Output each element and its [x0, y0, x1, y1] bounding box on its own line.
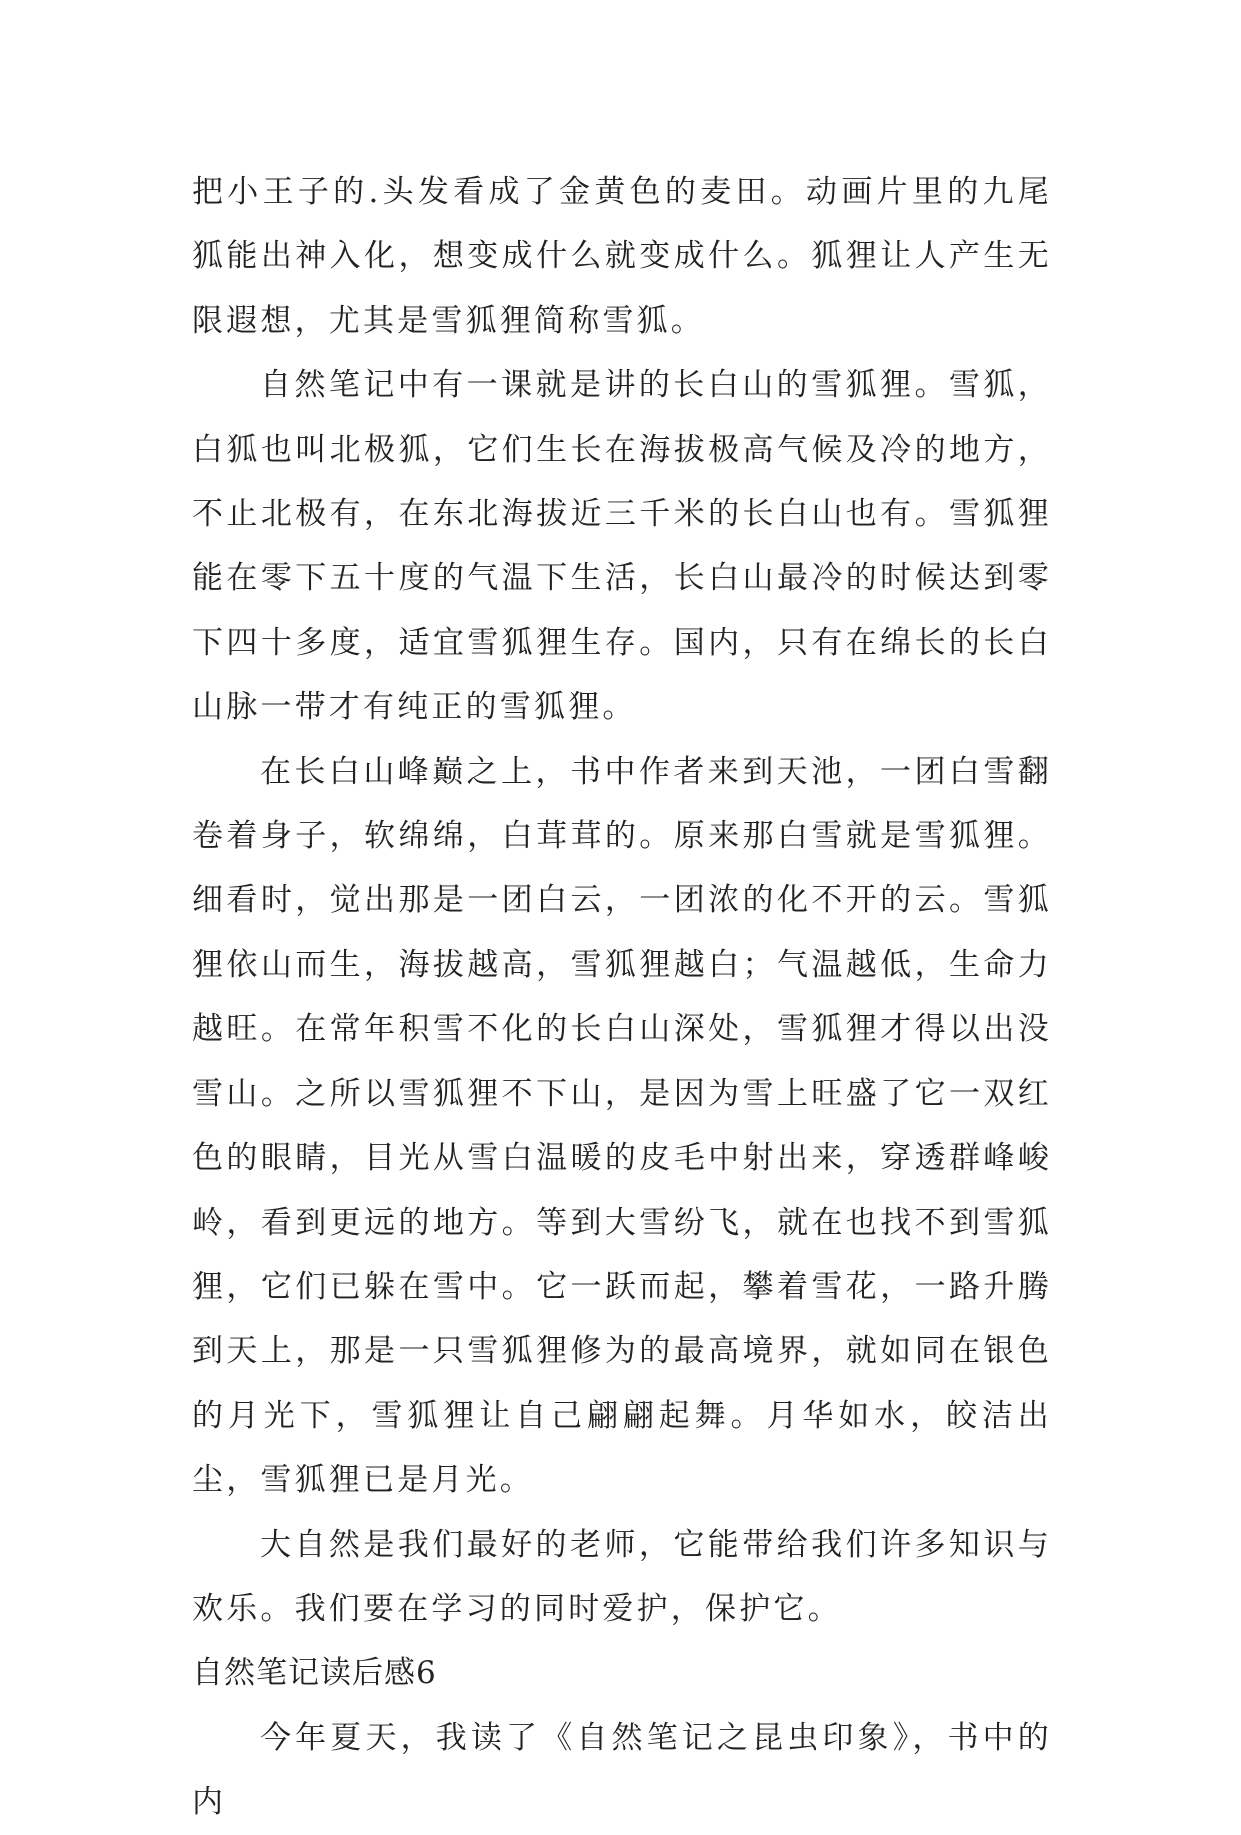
paragraph-fox-intro: 把小王子的.头发看成了金黄色的麦田。动画片里的九尾狐能出神入化，想变成什么就变成什么。狐狸让人产生无限遐想，尤其是雪狐狸简称雪狐。 — [192, 174, 1052, 339]
document-page — [192, 160, 1052, 1835]
paragraph-insect-impressions: 今年夏天，我读了《自然笔记之昆虫印象》，书中的内 — [192, 1719, 1052, 1821]
paragraph-snow-fox-habitat: 自然笔记中有一课就是讲的长白山的雪狐狸。雪狐，白狐也叫北极狐，它们生长在海拔极高气候及冷的地方，不止北极有，在东北海拔近三千米的长白山也有。雪狐狸能在零下五十度的气温下生活，长白山最冷的时候达到零下四十多度，适宜雪狐狸生存。国内，只有在绵长的长白山脉一带才有纯正的雪狐狸。 — [192, 367, 1052, 726]
section-heading: 自然笔记读后感6 — [192, 1655, 437, 1692]
paragraph-tianchi-snow-fox: 在长白山峰巅之上，书中作者来到天池，一团白雪翻卷着身子，软绵绵，白茸茸的。原来那白雪就是雪狐狸。细看时，觉出那是一团白云，一团浓的化不开的云。雪狐狸依山而生，海拔越高，雪狐狸越白；气温越低，生命力越旺。在常年积雪不化的长白山深处，雪狐狸才得以出没雪山。之所以雪狐狸不下山，是因为雪上旺盛了它一双红色的眼睛，目光从雪白温暖的皮毛中射出来，穿透群峰峻岭，看到更远的地方。等到大雪纷飞，就在也找不到雪狐狸，它们已躲在雪中。它一跃而起，攀着雪花，一路升腾到天上，那是一只雪狐狸修为的最高境界，就如同在银色的月光下，雪狐狸让自己翩翩起舞。月华如水，皎洁出尘，雪狐狸已是月光。 — [192, 753, 1052, 1499]
paragraph-nature-teacher: 大自然是我们最好的老师，它能带给我们许多知识与欢乐。我们要在学习的同时爱护，保护它。 — [192, 1526, 1052, 1627]
